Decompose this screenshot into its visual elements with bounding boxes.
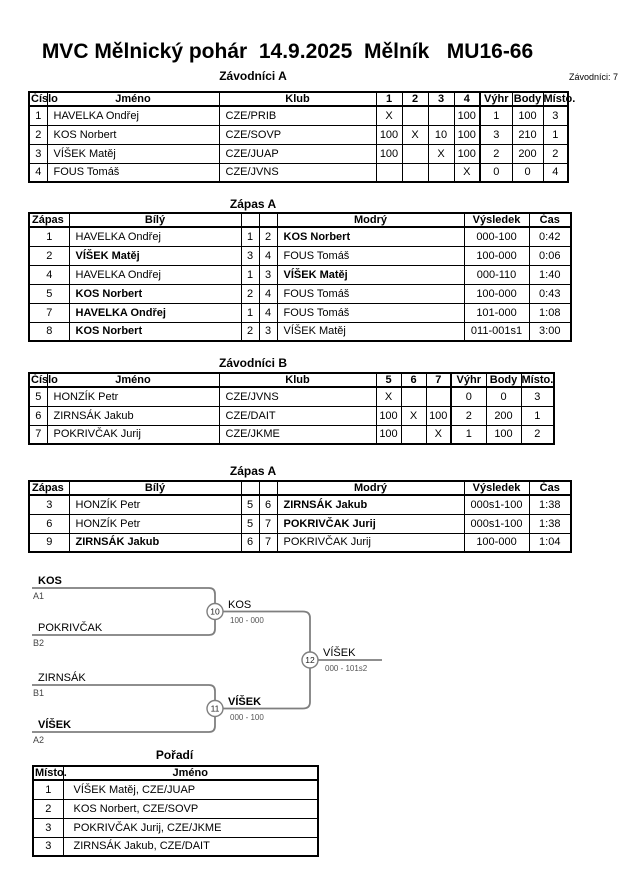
match-node-number: 11 <box>210 703 220 714</box>
cell-klub: CZE/PRIB <box>219 106 376 125</box>
cell-vyhr: 1 <box>451 425 486 444</box>
bracket-entry-seed: B1 <box>33 688 45 698</box>
matches-b-heading: Zápas A <box>229 464 277 478</box>
cell-jmeno: HAVELKA Ondřej <box>47 106 219 125</box>
match-score: 000 - 100 <box>230 713 264 722</box>
cell-round: X <box>426 425 451 444</box>
cell-vysledek: 100-000 <box>464 246 529 265</box>
cell-modry: VÍŠEK Matěj <box>277 265 464 284</box>
cell-klub: CZE/JVNS <box>219 387 376 406</box>
table-row <box>29 425 554 444</box>
cell-vyhr: 2 <box>451 406 486 425</box>
col-header-misto: Místo. <box>35 767 67 779</box>
match-row <box>29 246 571 265</box>
cell-body: 100 <box>486 425 521 444</box>
cell-round <box>428 163 454 182</box>
cell-cas: 0:42 <box>529 227 571 246</box>
cell-jmeno: FOUS Tomáš <box>47 163 219 182</box>
cell-misto: 3 <box>33 818 63 837</box>
cell-round: 100 <box>454 144 480 163</box>
elimination-bracket <box>0 560 400 755</box>
cell-body: 200 <box>512 144 543 163</box>
cell-vysledek: 000-110 <box>464 265 529 284</box>
page-title: MVC Mělnický pohár 14.9.2025 Mělník MU16-66 <box>41 40 534 63</box>
cell-cas: 0:43 <box>529 284 571 303</box>
cell-cas: 1:04 <box>529 533 571 552</box>
cell-cislo: 3 <box>29 144 47 163</box>
cell-bily-num: 1 <box>241 227 259 246</box>
table-row <box>29 106 568 125</box>
competitors-count: Závodníci: 7 <box>568 72 618 82</box>
col-header-spacer <box>259 213 277 227</box>
cell-vyhr: 3 <box>480 125 512 144</box>
cell-modry-num: 2 <box>259 227 277 246</box>
bracket-semifinal-line <box>215 612 310 709</box>
table-header-row <box>29 92 568 106</box>
bracket-entry-seed: A2 <box>33 735 45 745</box>
cell-bily: KOS Norbert <box>69 284 241 303</box>
cell-bily-num: 6 <box>241 533 259 552</box>
cell-round: X <box>376 387 401 406</box>
cell-bily-num: 2 <box>241 322 259 341</box>
cell-round <box>402 106 428 125</box>
cell-cislo: 1 <box>29 106 47 125</box>
cell-body: 0 <box>512 163 543 182</box>
col-header-cas: Čas <box>529 213 571 227</box>
match-row <box>29 284 571 303</box>
cell-jmeno: KOS Norbert <box>47 125 219 144</box>
cell-jmeno: VÍŠEK Matěj, CZE/JUAP <box>63 780 318 799</box>
cell-cas: 1:08 <box>529 303 571 322</box>
cell-zapas: 1 <box>29 227 69 246</box>
cell-cas: 3:00 <box>529 322 571 341</box>
cell-modry-num: 3 <box>259 322 277 341</box>
standings-table <box>32 765 319 857</box>
cell-modry: POKRIVČAK Jurij <box>277 533 464 552</box>
col-header-cislo: Číslo <box>31 374 58 386</box>
cell-body: 200 <box>486 406 521 425</box>
table-row <box>29 125 568 144</box>
col-header-zapas: Zápas <box>29 481 69 495</box>
cell-round: 10 <box>428 125 454 144</box>
match-row <box>29 514 571 533</box>
match-winner-name: VÍŠEK <box>323 647 356 659</box>
table-header-row <box>29 481 571 495</box>
cell-round: 100 <box>376 144 402 163</box>
col-header-round: 5 <box>376 373 401 387</box>
cell-round: X <box>454 163 480 182</box>
cell-round: X <box>428 144 454 163</box>
col-header-round: 6 <box>401 373 426 387</box>
group-a-heading: Závodníci A <box>219 69 287 83</box>
table-row <box>29 144 568 163</box>
col-header-round: 3 <box>428 92 454 106</box>
col-header-spacer <box>259 481 277 495</box>
cell-modry: KOS Norbert <box>277 227 464 246</box>
col-header-vyhr: Výhr <box>451 373 486 387</box>
cell-round: X <box>402 125 428 144</box>
cell-bily-num: 1 <box>241 265 259 284</box>
cell-modry: POKRIVČAK Jurij <box>277 514 464 533</box>
cell-round <box>426 387 451 406</box>
group-a-table <box>28 91 576 183</box>
cell-vysledek: 000s1-100 <box>464 495 529 514</box>
cell-cislo: 5 <box>29 387 47 406</box>
standings-row <box>33 818 318 837</box>
col-header-jmeno: Jméno <box>47 92 219 106</box>
match-node-number: 10 <box>210 606 220 617</box>
cell-zapas: 4 <box>29 265 69 284</box>
cell-vyhr: 1 <box>480 106 512 125</box>
standings-heading: Pořadí <box>155 748 194 762</box>
cell-zapas: 9 <box>29 533 69 552</box>
cell-modry: VÍŠEK Matěj <box>277 322 464 341</box>
cell-jmeno: ZIRNSÁK Jakub <box>47 406 219 425</box>
col-header-klub: Klub <box>219 373 376 387</box>
cell-misto: 2 <box>521 425 554 444</box>
matches-a-table <box>28 212 572 342</box>
cell-vysledek: 011-001s1 <box>464 322 529 341</box>
col-header-vyhr: Výhr <box>480 92 512 106</box>
cell-bily: KOS Norbert <box>69 322 241 341</box>
cell-bily: HAVELKA Ondřej <box>69 303 241 322</box>
cell-klub: CZE/JVNS <box>219 163 376 182</box>
cell-zapas: 2 <box>29 246 69 265</box>
match-row <box>29 303 571 322</box>
cell-zapas: 7 <box>29 303 69 322</box>
cell-vyhr: 0 <box>451 387 486 406</box>
bracket-entry-name: POKRIVČAK <box>38 622 103 634</box>
cell-vyhr: 0 <box>480 163 512 182</box>
cell-modry-num: 6 <box>259 495 277 514</box>
cell-round: 100 <box>454 106 480 125</box>
cell-klub: CZE/SOVP <box>219 125 376 144</box>
col-header-round: 7 <box>426 373 451 387</box>
match-score: 000 - 101s2 <box>325 664 368 673</box>
cell-zapas: 5 <box>29 284 69 303</box>
cell-body: 100 <box>512 106 543 125</box>
cell-cislo: 2 <box>29 125 47 144</box>
cell-bily-num: 2 <box>241 284 259 303</box>
cell-cas: 0:06 <box>529 246 571 265</box>
standings-row <box>33 799 318 818</box>
group-b-table <box>28 372 555 445</box>
table-header-row <box>29 213 571 227</box>
cell-round: 100 <box>426 406 451 425</box>
cell-round: 100 <box>376 125 402 144</box>
cell-modry-num: 4 <box>259 284 277 303</box>
cell-bily-num: 5 <box>241 495 259 514</box>
cell-misto: 1 <box>543 125 568 144</box>
match-row <box>29 533 571 552</box>
cell-round: 100 <box>376 425 401 444</box>
col-header-spacer <box>241 481 259 495</box>
cell-klub: CZE/JUAP <box>219 144 376 163</box>
cell-modry: FOUS Tomáš <box>277 284 464 303</box>
group-b-heading: Závodníci B <box>218 356 287 370</box>
cell-jmeno: HONZÍK Petr <box>47 387 219 406</box>
table-row <box>29 163 568 182</box>
bracket-entry-name: ZIRNSÁK <box>38 672 86 684</box>
cell-round: 100 <box>376 406 401 425</box>
match-row <box>29 495 571 514</box>
cell-bily: HAVELKA Ondřej <box>69 227 241 246</box>
cell-bily: ZIRNSÁK Jakub <box>69 533 241 552</box>
standings-row <box>33 837 318 856</box>
match-row <box>29 227 571 246</box>
cell-vysledek: 100-000 <box>464 533 529 552</box>
col-header-bily: Bílý <box>69 481 241 495</box>
cell-round <box>402 144 428 163</box>
cell-modry-num: 7 <box>259 533 277 552</box>
cell-cislo: 4 <box>29 163 47 182</box>
cell-bily-num: 3 <box>241 246 259 265</box>
cell-cas: 1:38 <box>529 514 571 533</box>
cell-misto: 2 <box>33 799 63 818</box>
match-winner-name: KOS <box>228 599 252 611</box>
cell-misto: 3 <box>33 837 63 856</box>
table-row <box>29 387 554 406</box>
col-header-jmeno: Jméno <box>63 766 318 780</box>
cell-round <box>401 387 426 406</box>
cell-round <box>376 163 402 182</box>
col-header-spacer <box>241 213 259 227</box>
cell-misto: 4 <box>543 163 568 182</box>
cell-modry-num: 4 <box>259 303 277 322</box>
cell-jmeno: ZIRNSÁK Jakub, CZE/DAIT <box>63 837 318 856</box>
cell-modry: ZIRNSÁK Jakub <box>277 495 464 514</box>
cell-zapas: 8 <box>29 322 69 341</box>
cell-bily: HAVELKA Ondřej <box>69 265 241 284</box>
cell-cas: 1:38 <box>529 495 571 514</box>
match-winner-name: VÍŠEK <box>228 696 262 708</box>
cell-misto: 3 <box>521 387 554 406</box>
matches-b-table <box>28 480 572 553</box>
cell-round <box>401 425 426 444</box>
cell-body: 210 <box>512 125 543 144</box>
cell-round <box>428 106 454 125</box>
cell-modry: FOUS Tomáš <box>277 303 464 322</box>
cell-jmeno: POKRIVČAK Jurij, CZE/JKME <box>63 818 318 837</box>
col-header-vysledek: Výsledek <box>464 481 529 495</box>
col-header-round: 1 <box>376 92 402 106</box>
cell-vysledek: 000s1-100 <box>464 514 529 533</box>
table-header-row <box>29 373 554 387</box>
col-header-zapas: Zápas <box>29 213 69 227</box>
cell-jmeno: POKRIVČAK Jurij <box>47 425 219 444</box>
cell-zapas: 6 <box>29 514 69 533</box>
col-header-bily: Bílý <box>69 213 241 227</box>
bracket-entry-seed: A1 <box>33 591 45 601</box>
cell-klub: CZE/DAIT <box>219 406 376 425</box>
match-score: 100 - 000 <box>230 616 264 625</box>
cell-modry-num: 3 <box>259 265 277 284</box>
cell-vyhr: 2 <box>480 144 512 163</box>
cell-klub: CZE/JKME <box>219 425 376 444</box>
cell-bily: HONZÍK Petr <box>69 514 241 533</box>
col-header-body: Body <box>513 93 542 105</box>
bracket-entry-name: KOS <box>38 575 62 587</box>
cell-cislo: 6 <box>29 406 47 425</box>
col-header-misto: Místo. <box>521 374 554 386</box>
col-header-modry: Modrý <box>277 213 464 227</box>
col-header-klub: Klub <box>219 92 376 106</box>
cell-modry-num: 7 <box>259 514 277 533</box>
cell-bily-num: 1 <box>241 303 259 322</box>
cell-bily-num: 5 <box>241 514 259 533</box>
cell-misto: 1 <box>33 780 63 799</box>
cell-misto: 3 <box>543 106 568 125</box>
col-header-vysledek: Výsledek <box>464 213 529 227</box>
col-header-jmeno: Jméno <box>47 373 219 387</box>
bracket-entry-seed: B2 <box>33 638 45 648</box>
col-header-cislo: Číslo <box>31 93 58 105</box>
cell-round: 100 <box>454 125 480 144</box>
matches-a-heading: Zápas A <box>229 197 277 211</box>
cell-cislo: 7 <box>29 425 47 444</box>
table-header-row <box>33 766 318 780</box>
match-node-number: 12 <box>305 655 315 665</box>
match-row <box>29 322 571 341</box>
cell-vysledek: 101-000 <box>464 303 529 322</box>
cell-cas: 1:40 <box>529 265 571 284</box>
cell-zapas: 3 <box>29 495 69 514</box>
col-header-round: 4 <box>454 92 480 106</box>
col-header-modry: Modrý <box>277 481 464 495</box>
cell-jmeno: KOS Norbert, CZE/SOVP <box>63 799 318 818</box>
cell-modry: FOUS Tomáš <box>277 246 464 265</box>
standings-row <box>33 780 318 799</box>
table-row <box>29 406 554 425</box>
bracket-entry-name: VÍŠEK <box>38 719 72 731</box>
cell-misto: 1 <box>521 406 554 425</box>
cell-round: X <box>376 106 402 125</box>
col-header-misto: Místo. <box>543 93 576 105</box>
cell-bily: VÍŠEK Matěj <box>69 246 241 265</box>
col-header-cas: Čas <box>529 481 571 495</box>
cell-jmeno: VÍŠEK Matěj <box>47 144 219 163</box>
cell-round: X <box>401 406 426 425</box>
cell-round <box>402 163 428 182</box>
cell-misto: 2 <box>543 144 568 163</box>
cell-vysledek: 100-000 <box>464 284 529 303</box>
cell-body: 0 <box>486 387 521 406</box>
col-header-body: Body <box>486 373 521 387</box>
cell-vysledek: 000-100 <box>464 227 529 246</box>
cell-modry-num: 4 <box>259 246 277 265</box>
col-header-round: 2 <box>402 92 428 106</box>
match-row <box>29 265 571 284</box>
cell-bily: HONZÍK Petr <box>69 495 241 514</box>
